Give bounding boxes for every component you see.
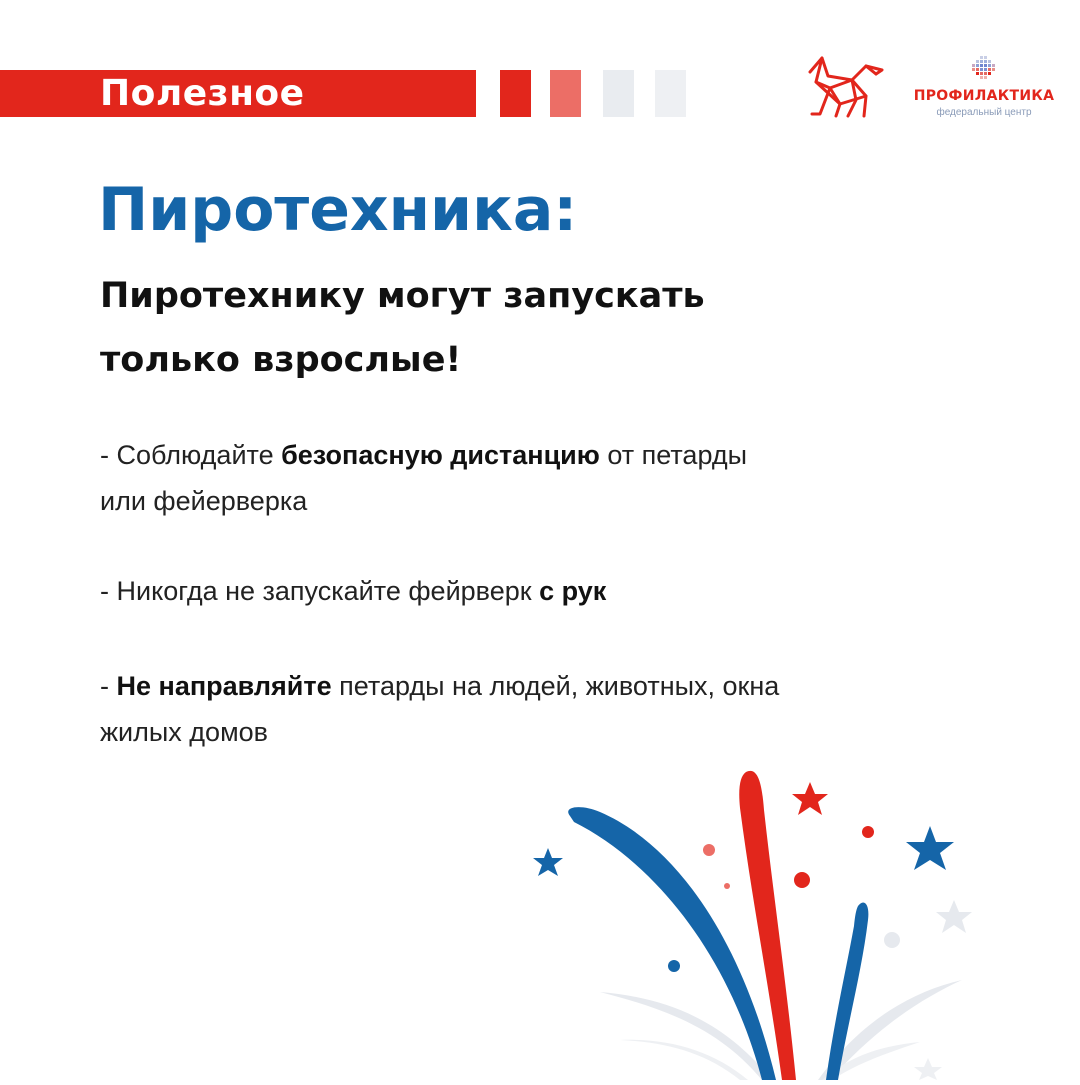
headline bbox=[100, 264, 705, 392]
grid-logo-icon bbox=[966, 56, 1002, 80]
profilaktika-logo bbox=[906, 56, 1062, 122]
decor-tile bbox=[655, 70, 686, 117]
tip-line bbox=[100, 568, 606, 614]
tip-item bbox=[100, 568, 606, 614]
fireworks-icon bbox=[500, 760, 1000, 1080]
horse-logo-icon bbox=[806, 52, 888, 122]
tip-text: петарды на людей, животных, окна bbox=[331, 671, 780, 701]
tip-line bbox=[100, 432, 747, 478]
tip-line: или фейерверка bbox=[100, 486, 308, 516]
headline-line: только взрослые! bbox=[100, 340, 462, 380]
tip-item bbox=[100, 663, 779, 755]
tip-emphasis: безопасную дистанцию bbox=[281, 440, 600, 470]
tip-text: - Соблюдайте bbox=[100, 440, 282, 470]
decor-tile bbox=[550, 70, 581, 117]
tip-emphasis: с рук bbox=[539, 576, 607, 606]
decor-tile bbox=[603, 70, 634, 117]
tip-text: - bbox=[100, 671, 117, 701]
brand-name: ПРОФИЛАКТИКА bbox=[913, 88, 1055, 104]
category-label: Полезное bbox=[100, 73, 305, 114]
category-banner bbox=[0, 70, 476, 117]
decor-tile bbox=[500, 70, 531, 117]
page-title: Пиротехника: bbox=[98, 175, 578, 245]
tip-emphasis: Не направляйте bbox=[116, 671, 332, 701]
tip-line bbox=[100, 663, 779, 709]
tip-item bbox=[100, 432, 747, 524]
headline-line: Пиротехнику могут запускать bbox=[100, 276, 705, 316]
tip-text: - Никогда не запускайте фейрверк bbox=[100, 576, 540, 606]
tip-text: от петарды bbox=[599, 440, 747, 470]
brand-subtitle: федеральный центр bbox=[936, 107, 1032, 118]
tip-line: жилых домов bbox=[100, 717, 268, 747]
